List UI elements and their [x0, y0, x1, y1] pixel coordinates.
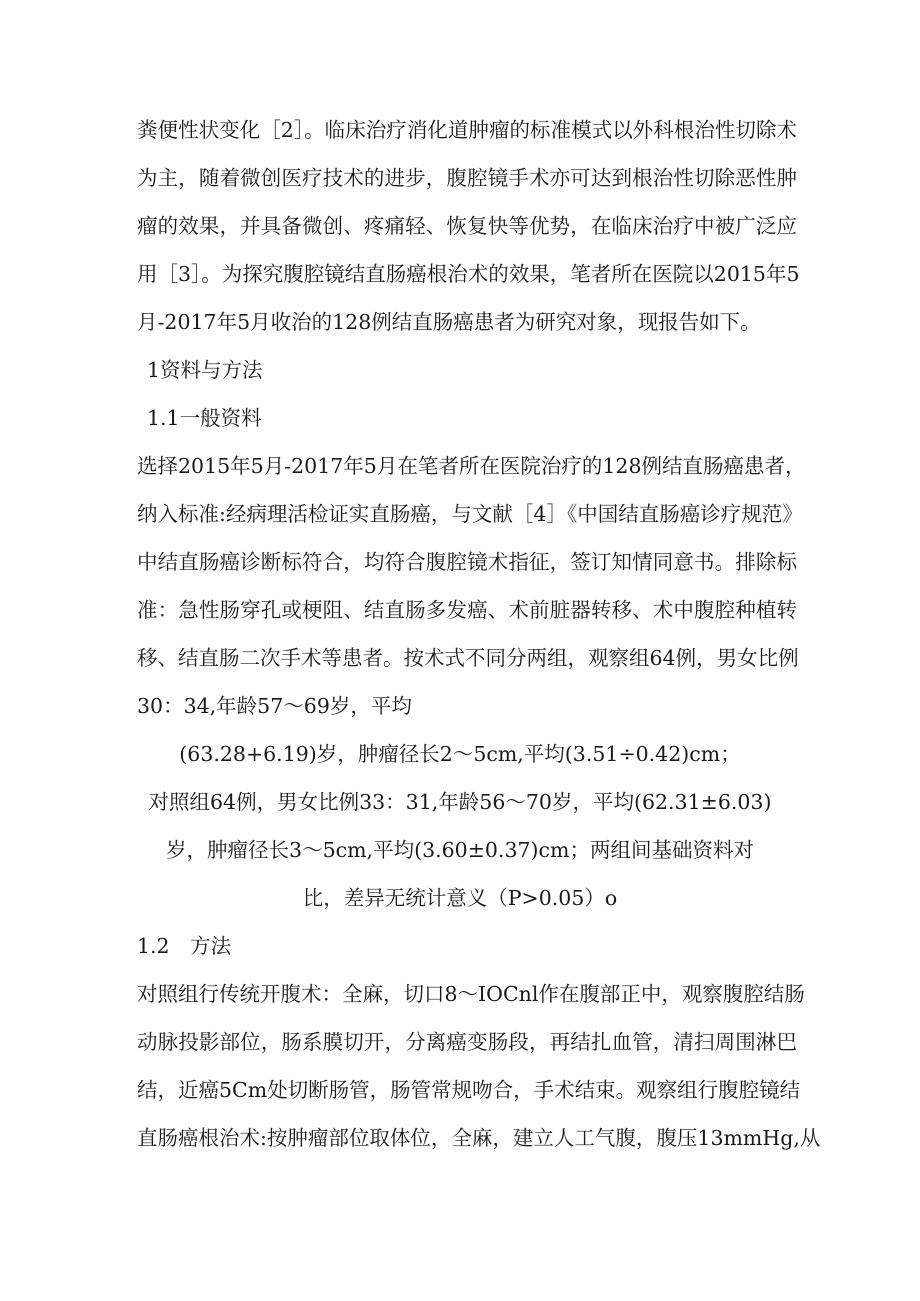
- paragraph-line: 月-2017年5月收治的128例结直肠癌患者为研究对象，现报告如下。: [137, 310, 761, 334]
- centered-line: 比，差异无统计意义（P>0.05）o: [302, 886, 618, 910]
- centered-line: 岁，肿瘤径长3～5cm,平均(3.60±0.37)cm；两组间基础资料对: [166, 838, 754, 862]
- subsection-heading: 1.1一般资料: [147, 406, 262, 430]
- paragraph-line: 选择2015年5月-2017年5月在笔者所在医院治疗的128例结直肠癌患者，: [137, 454, 806, 478]
- paragraph-line: 动脉投影部位，肠系膜切开，分离癌变肠段，再结扎血管，清扫周围淋巴: [137, 1030, 797, 1054]
- paragraph-line: 直肠癌根治术:按肿瘤部位取体位，全麻，建立人工气腹，腹压13mmHg,从: [137, 1126, 821, 1150]
- centered-line: 对照组64例，男女比例33：31,年龄56～70岁，平均(62.31±6.03): [148, 790, 772, 814]
- paragraph-line: 准：急性肠穿孔或梗阻、结直肠多发癌、术前脏器转移、术中腹腔种植转: [137, 598, 797, 622]
- paragraph-line: 为主，随着微创医疗技术的进步，腹腔镜手术亦可达到根治性切除恶性肿: [137, 166, 797, 190]
- subsection-heading: 1.2 方法: [137, 934, 232, 958]
- paragraph-line: 对照组行传统开腹术：全麻，切口8～IOCnl作在腹部正中，观察腹腔结肠: [137, 982, 805, 1006]
- paragraph-line: 30：34,年龄57～69岁，平均: [137, 694, 412, 718]
- section-heading: 1资料与方法: [147, 358, 263, 382]
- paragraph-line: 结，近癌5Cm处切断肠管，肠管常规吻合，手术结束。观察组行腹腔镜结: [137, 1078, 801, 1102]
- paragraph-line: 瘤的效果，并具备微创、疼痛轻、恢复快等优势，在临床治疗中被广泛应: [137, 214, 797, 238]
- paragraph-line: 纳入标准:经病理活检证实直肠癌，与文献［4］《中国结直肠癌诊疗规范》: [137, 502, 803, 526]
- paragraph-line: 中结直肠癌诊断标符合，均符合腹腔镜术指征，签订知情同意书。排除标: [137, 550, 797, 574]
- paragraph-line: 移、结直肠二次手术等患者。按术式不同分两组，观察组64例，男女比例: [137, 646, 799, 670]
- paragraph-line: 用［3］。为探究腹腔镜结直肠癌根治术的效果，笔者所在医院以2015年5: [137, 262, 800, 286]
- paragraph-line: 粪便性状变化［2］。临床治疗消化道肿瘤的标准模式以外科根治性切除术: [137, 118, 797, 142]
- centered-line: (63.28+6.19)岁，肿瘤径长2～5cm,平均(3.51÷0.42)cm；: [179, 742, 741, 766]
